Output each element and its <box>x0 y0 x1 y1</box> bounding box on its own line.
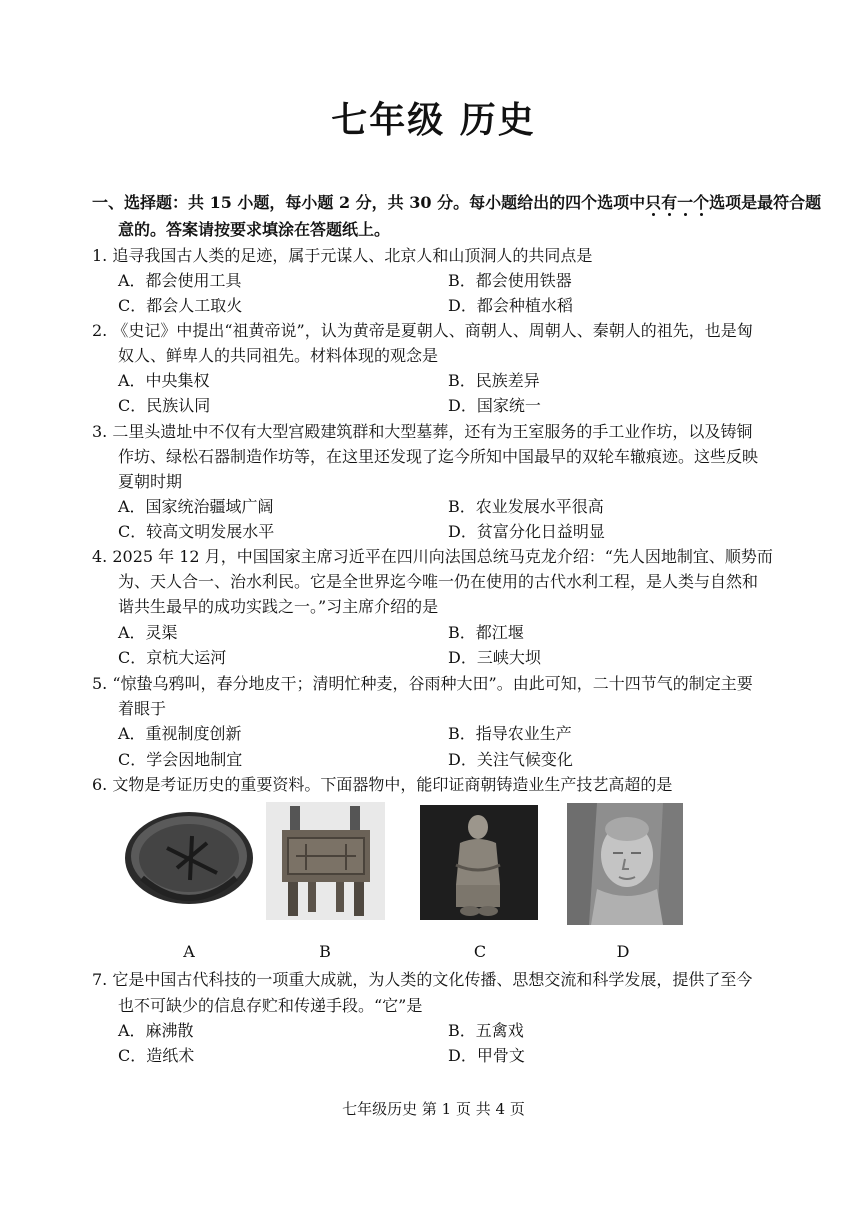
emphasis-dot-char: 有 <box>661 193 678 212</box>
question-3-stem-line1: 3. 二里头遗址中不仅有大型宫殿建筑群和大型墓葬，还有为王室服务的手工业作坊，以及铸铜 <box>92 422 753 441</box>
question-4-option-d: D．三峡大坝 <box>448 648 541 667</box>
question-1-stem: 1. 追寻我国古人类的足迹，属于元谋人、北京人和山顶洞人的共同点是 <box>92 246 593 265</box>
question-2-stem-line2: 奴人、鲜卑人的共同祖先。材料体现的观念是 <box>118 346 439 365</box>
question-4-stem-line1: 4. 2025 年 12 月，中国国家主席习近平在四川向法国总统马克龙介绍：“先人因地制宜、顺势而 <box>92 547 773 566</box>
question-4-option-a: A．灵渠 <box>118 623 178 642</box>
artifact-label-c: C <box>473 942 487 961</box>
artifact-image-c <box>420 805 538 920</box>
question-5-option-c: C．学会因地制宜 <box>118 750 243 769</box>
question-3-stem-line3: 夏朝时期 <box>118 472 183 491</box>
question-7-option-d: D．甲骨文 <box>448 1046 525 1065</box>
question-2-option-c: C．民族认同 <box>118 396 211 415</box>
question-5-stem-line2: 着眼于 <box>118 699 167 718</box>
emphasis-dot-char: 个 <box>693 193 710 212</box>
question-5-option-a: A．重视制度创新 <box>118 724 242 743</box>
emphasis-dot-char: 只 <box>645 193 662 212</box>
section-instruction-pre: 一、选择题：共 15 小题，每小题 2 分，共 30 分。每小题给出的四个选项中 <box>92 193 646 212</box>
section-instruction-line2: 意的。答案请按要求填涂在答题纸上。 <box>118 220 391 239</box>
bronze-bowl-icon <box>122 808 256 912</box>
artifact-label-b: B <box>319 942 331 961</box>
artifact-image-b <box>266 802 385 920</box>
question-7-option-b: B．五禽戏 <box>448 1021 524 1040</box>
question-5-stem-line1: 5. “惊蛰乌鸦叫，春分地皮干；清明忙种麦，谷雨种大田”。由此可知，二十四节气的制定主要 <box>92 674 753 693</box>
question-7-option-a: A．麻沸散 <box>118 1021 194 1040</box>
question-4-option-b: B．都江堰 <box>448 623 524 642</box>
question-3-option-c: C．较高文明发展水平 <box>118 522 275 541</box>
question-7-stem-line2: 也不可缺少的信息存贮和传递手段。“它”是 <box>118 996 423 1015</box>
artifact-image-d <box>567 803 683 925</box>
question-6-stem: 6. 文物是考证历史的重要资料。下面器物中，能印证商朝铸造业生产技艺高超的是 <box>92 775 673 794</box>
question-2-stem-line1: 2. 《史记》中提出“祖黄帝说”，认为黄帝是夏朝人、商朝人、周朝人、秦朝人的祖先，也是匈 <box>92 321 753 340</box>
question-2-option-b: B．民族差异 <box>448 371 540 390</box>
bronze-ding-icon <box>266 802 385 920</box>
page-footer: 七年级历史 第 1 页 共 4 页 <box>342 1100 525 1118</box>
artifact-label-a: A <box>183 942 195 961</box>
question-4-option-c: C．京杭大运河 <box>118 648 227 667</box>
question-7-option-c: C．造纸术 <box>118 1046 195 1065</box>
question-1-option-b: B．都会使用铁器 <box>448 271 572 290</box>
question-1-option-c: C．都会人工取火 <box>118 296 243 315</box>
question-5-option-d: D．关注气候变化 <box>448 750 573 769</box>
artifact-image-a <box>122 808 256 912</box>
terracotta-warrior-icon <box>420 805 538 920</box>
question-3-stem-line2: 作坊、绿松石器制造作坊等，在这里还发现了迄今所知中国最早的双轮车辙痕迹。这些反映 <box>118 447 759 466</box>
question-2-option-a: A．中央集权 <box>118 371 210 390</box>
section-instruction-post: 选项是最符合题 <box>709 193 822 212</box>
page-title: 七年级 历史 <box>331 100 536 141</box>
question-3-option-d: D．贫富分化日益明显 <box>448 522 605 541</box>
question-4-stem-line2: 为、天人合一、治水利民。它是全世界迄今唯一仍在使用的古代水利工程，是人类与自然和 <box>118 572 759 591</box>
emphasis-dot-char: 一 <box>677 193 694 212</box>
question-3-option-b: B．农业发展水平很高 <box>448 497 604 516</box>
buddha-statue-icon <box>567 803 683 925</box>
question-2-option-d: D．国家统一 <box>448 396 541 415</box>
artifact-label-d: D <box>616 942 630 961</box>
section-instruction-line1 <box>92 192 821 214</box>
question-4-stem-line3: 谐共生最早的成功实践之一。”习主席介绍的是 <box>118 597 439 616</box>
question-1-option-a: A．都会使用工具 <box>118 271 242 290</box>
question-3-option-a: A．国家统治疆域广阔 <box>118 497 274 516</box>
question-5-option-b: B．指导农业生产 <box>448 724 572 743</box>
question-1-option-d: D．都会种植水稻 <box>448 296 573 315</box>
question-7-stem-line1: 7. 它是中国古代科技的一项重大成就，为人类的文化传播、思想交流和科学发展，提供了至今 <box>92 970 753 989</box>
